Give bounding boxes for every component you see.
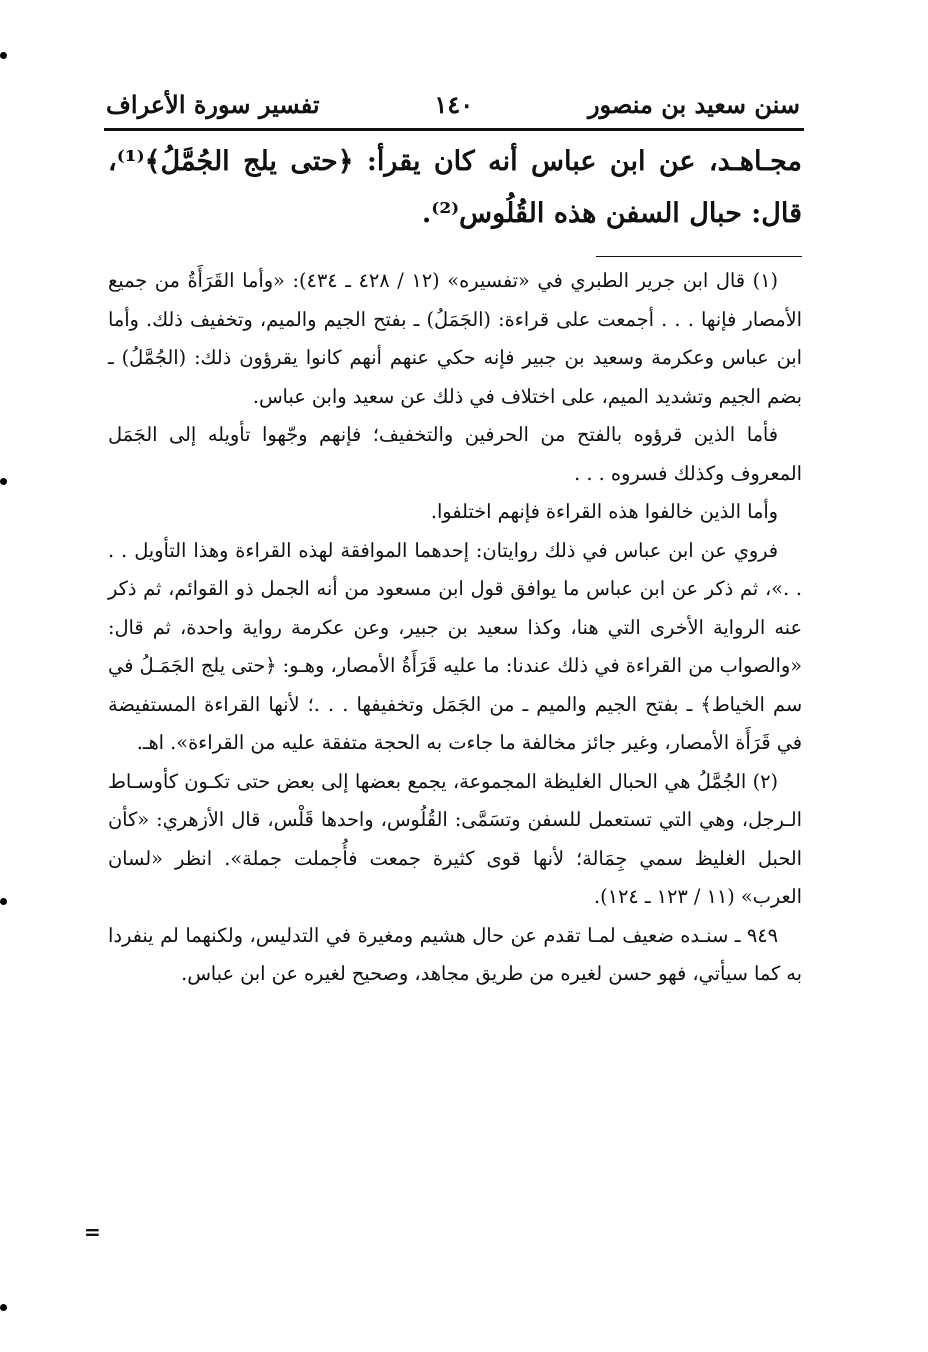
book-title: سنن سعيد بن منصور <box>587 89 800 119</box>
running-header <box>106 82 800 126</box>
hadith-949-commentary: ٩٤٩ ـ سنـده ضعيف لمـا تقدم عن حال هشيم ومغيرة في التدليس، ولكنهما لم ينفردا به كما سيأتي، فهو حسن لغيره من طريق مجاهد، وصحيح لغيره عن ابن عباس. <box>108 923 802 985</box>
footnote-1-paragraph-3: وأما الذين خالفوا هذه القراءة فإنهم اختلفوا. <box>430 500 778 523</box>
footnote-separator <box>596 256 802 257</box>
scan-edge-mark <box>0 1304 7 1311</box>
footnote-2: (٢) الجُمَّلُ هي الحبال الغليظة المجموعة، يجمع بعضها إلى بعض حتى تكـون كأوسـاط الـرجل، وهي التي تستعمل للسفن وتسَمَّى: القُلُوس، واحدها قَلْس، قال الأزهري: «كأن الحبل الغليظ سمي جِمَالة؛ لأنها قوى كثيرة جمعت فأُجملت جملة». انظر «لسان العرب» (١١ / ١٢٣ ـ ١٢٤). <box>108 769 802 908</box>
footnotes <box>108 262 802 994</box>
footnote-1-paragraph-4: فروي عن ابن عباس في ذلك روايتان: إحدهما الموافقة لهذه القراءة وهذا التأويل . . . .»، ثم ذكر عن ابن عباس ما يوافق قول ابن مسعود من أنه الجمل ذو القوائم، ثم ذكر عنه الرواية الأخرى التي هنا، وكذا سعيد بن جبير، وعن عكرمة رواية واحدة، ثم قال: «والصواب من القراءة في ذلك عندنا: ما عليه قَرَأَةُ الأمصار، وهـو: ﴿حتى يلج الجَمَـلُ في سم الخياط﴾ ـ بفتح الجيم والميم ـ من الجَمَل وتخفيفها . . .؛ لأنها القراءة المستفيضة في قَرَأَة الأمصار، وغير جائز مخالفة ما جاءت به الحجة متفقة عليه من القراءة». اهـ. <box>108 538 802 754</box>
footnote-1: (١) قال ابن جرير الطبري في «تفسيره» (١٢ / ٤٢٨ ـ ٤٣٤): «وأما القَرَأَةُ من جميع الأمصار فإنها . . . أجمعت على قراءة: (الجَمَلُ) ـ بفتح الجيم والميم، وتخفيف ذلك. وأما ابن عباس وعكرمة وسعيد بن جبير فإنه حكي عنهم أنهم كانوا يقرؤون ذلك: (الجُمَّلُ) ـ بضم الجيم وتشديد الميم، على اختلاف في ذلك عن سعيد وابن عباس. <box>108 269 802 408</box>
continuation-mark: = <box>84 1220 101 1244</box>
section-title: تفسير سورة الأعراف <box>106 89 320 119</box>
footnote-1-paragraph-2: فأما الذين قرؤوه بالفتح من الحرفين والتخفيف؛ فإنهم وجّهوا تأويله إلى الجَمَل المعروف وكذلك فسروه . . . <box>108 423 802 485</box>
scan-edge-mark <box>0 898 7 905</box>
scan-edge-mark <box>0 52 7 59</box>
main-text: مجـاهـد، عن ابن عباس أنه كان يقرأ: ﴿حتى يلج الجُمَّلُ﴾⁽¹⁾، قال: حبال السفن هذه القُلُوس⁽²⁾. <box>108 146 802 229</box>
header-rule <box>104 128 804 131</box>
scan-edge-mark <box>0 478 7 485</box>
page-number: ١٤٠ <box>434 89 474 119</box>
